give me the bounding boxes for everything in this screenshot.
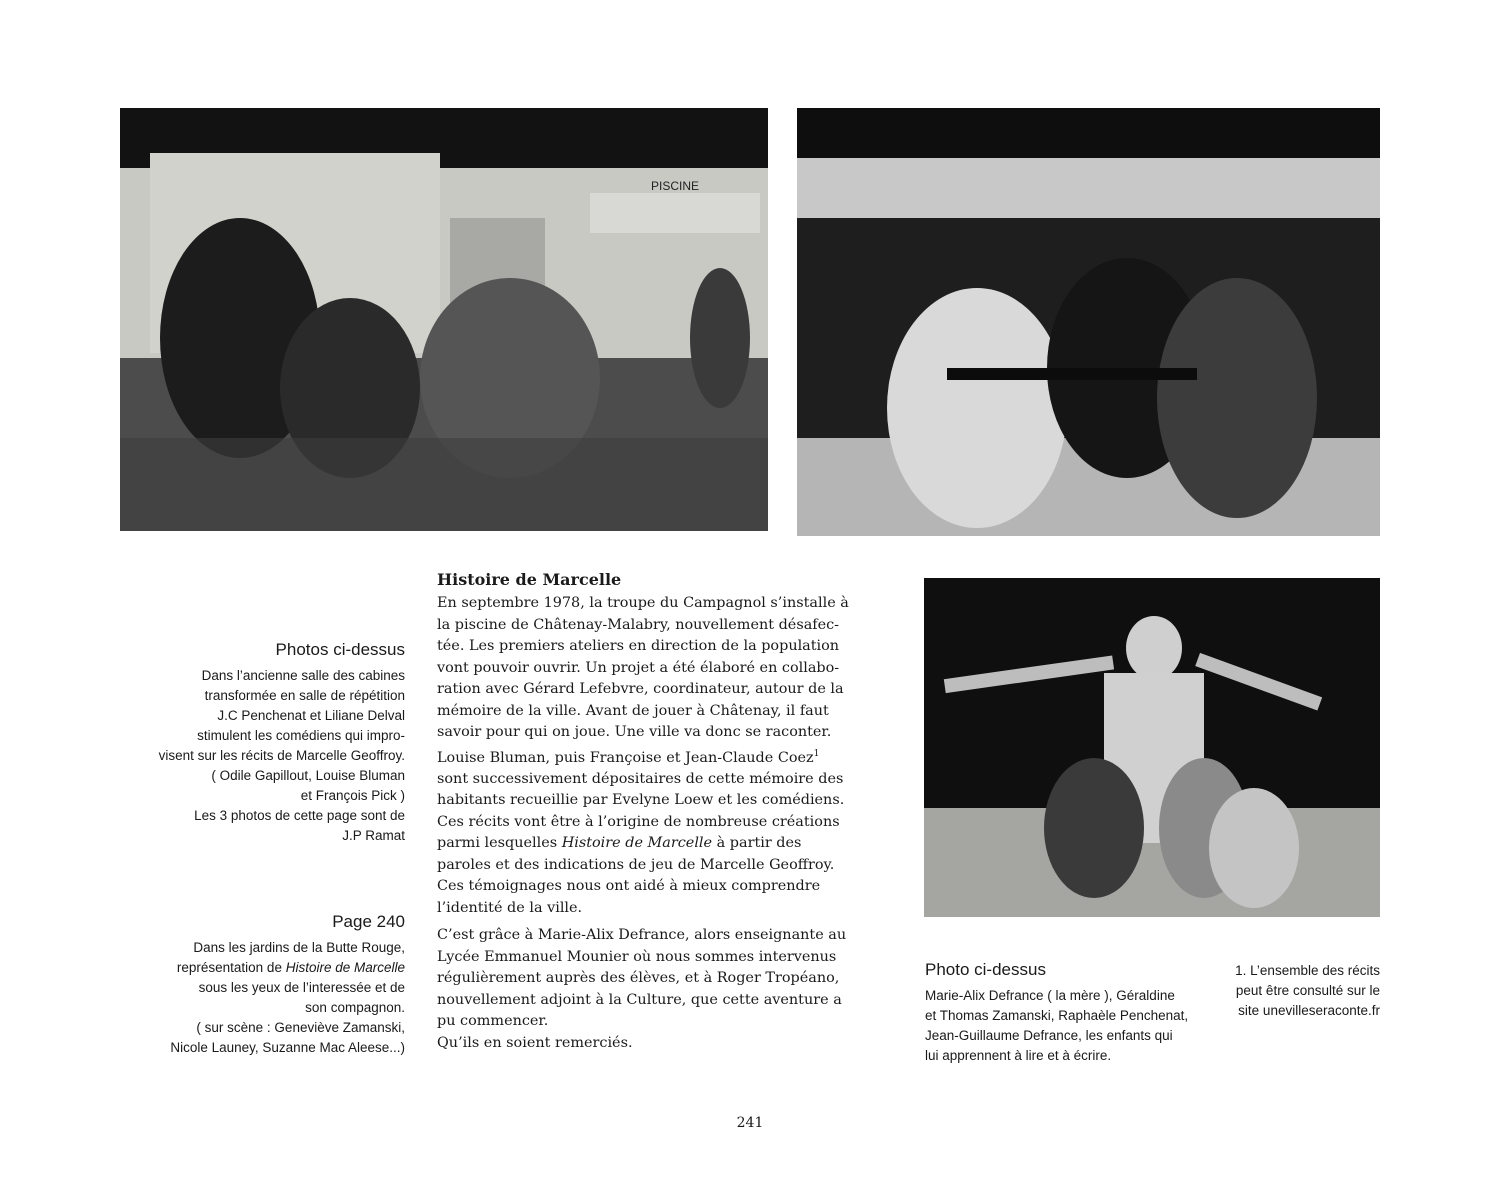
article xyxy=(437,570,897,1054)
article-paragraph-2 xyxy=(437,925,897,1054)
mother-children-photo xyxy=(924,578,1380,917)
caption-line: Les 3 photos de cette page sont de xyxy=(194,808,405,823)
text-line xyxy=(437,744,897,769)
text-line: En septembre 1978, la troupe du Campagnol s’installe à xyxy=(437,595,849,611)
article-paragraph-1 xyxy=(437,593,897,919)
text-line: la piscine de Châtenay-Malabry, nouvellement désafec- xyxy=(437,616,840,633)
page240-caption xyxy=(145,912,405,1058)
text-line: Ces récits vont être à l’origine de nombreuse créations xyxy=(437,813,840,830)
caption-line: ( sur scène : Geneviève Zamanski, xyxy=(196,1020,405,1035)
caption-line: Jean-Guillaume Defrance, les enfants qui xyxy=(925,1028,1173,1043)
caption-line: ( Odile Gapillout, Louise Bluman xyxy=(211,768,405,783)
page-number: 241 xyxy=(736,1115,764,1131)
article-title: Histoire de Marcelle xyxy=(437,570,622,589)
cafe-scene-photo xyxy=(797,108,1380,536)
caption-line xyxy=(145,958,405,978)
caption-title: Photos ci-dessus xyxy=(275,640,405,659)
text-line: nouvellement adjoint à la Culture, que cette aventure a xyxy=(437,991,842,1008)
caption-title: Photo ci-dessus xyxy=(925,960,1046,979)
caption-line: Nicole Launey, Suzanne Mac Aleese...) xyxy=(170,1040,405,1055)
text-line: l’identité de la ville. xyxy=(437,899,583,916)
footnote-body xyxy=(1230,961,1380,1021)
photo-caption-right xyxy=(925,960,1189,1066)
caption-line: sous les yeux de l’interessée et de xyxy=(198,980,405,995)
footnote-mark: 1 xyxy=(813,748,820,759)
text-line: paroles et des indications de jeu de Marcelle Geoffroy. xyxy=(437,856,835,873)
piscine-sign: PISCINE xyxy=(650,179,700,193)
footnote-line: peut être consulté sur le xyxy=(1235,983,1380,998)
caption-line: visent sur les récits de Marcelle Geoffroy. xyxy=(158,748,405,763)
caption-body xyxy=(925,986,1189,1066)
caption-line: Dans les jardins de la Butte Rouge, xyxy=(193,940,405,955)
caption-body xyxy=(145,938,405,1058)
text-line: savoir pour qui on joue. Une ville va donc se raconter. xyxy=(437,724,832,740)
text-line: tée. Les premiers ateliers en direction de la population xyxy=(437,638,840,654)
caption-line: et Thomas Zamanski, Raphaèle Penchenat, xyxy=(925,1008,1189,1023)
play-title: Histoire de Marcelle xyxy=(561,835,713,852)
text-line: habitants recueillie par Evelyne Loew et les comédiens. xyxy=(437,792,845,809)
text-line: Ces témoignages nous ont aidé à mieux comprendre xyxy=(437,878,821,895)
footnote xyxy=(1230,961,1380,1021)
text-line: Qu’ils en soient remerciés. xyxy=(437,1034,633,1051)
text-line: sont successivement dépositaires de cette mémoire des xyxy=(437,770,844,787)
text-line: C’est grâce à Marie-Alix Defrance, alors enseignante au xyxy=(437,927,847,944)
caption-line: J.C Penchenat et Liliane Delval xyxy=(217,708,405,723)
caption-text: représentation de xyxy=(176,960,286,975)
text-line: vont pouvoir ouvrir. Un projet a été élaboré en collabo- xyxy=(437,659,840,676)
rehearsal-photo xyxy=(120,108,768,531)
text-line: ration avec Gérard Lefebvre, coordinateur, autour de la xyxy=(437,681,844,697)
text-span: à partir des xyxy=(712,835,802,852)
caption-line: et François Pick ) xyxy=(300,788,405,803)
caption-title: Page 240 xyxy=(332,912,405,931)
text-line: mémoire de la ville. Avant de jouer à Châtenay, il faut xyxy=(437,702,829,719)
play-title: Histoire de Marcelle xyxy=(285,960,405,975)
text-span: parmi lesquelles xyxy=(437,835,562,852)
text-span: Louise Bluman, puis Françoise et Jean-Claude Coez xyxy=(437,749,814,766)
caption-line: transformée en salle de répétition xyxy=(204,688,405,703)
caption-line: J.P Ramat xyxy=(342,828,405,843)
caption-line: stimulent les comédiens qui impro- xyxy=(197,728,405,743)
text-line: régulièrement auprès des élèves, et à Roger Tropéano, xyxy=(437,970,840,987)
footnote-line: 1. L’ensemble des récits xyxy=(1235,963,1380,978)
photos-caption xyxy=(145,640,405,846)
footnote-line: site unevilleseraconte.fr xyxy=(1238,1003,1380,1018)
caption-line: Marie-Alix Defrance ( la mère ), Géraldine xyxy=(925,988,1175,1003)
text-line: Lycée Emmanuel Mounier où nous sommes intervenus xyxy=(437,948,837,965)
text-line: pu commencer. xyxy=(437,1013,549,1030)
text-line xyxy=(437,833,897,855)
caption-line: son compagnon. xyxy=(305,1000,405,1015)
caption-body xyxy=(145,666,405,846)
caption-line: lui apprennent à lire et à écrire. xyxy=(925,1048,1112,1063)
caption-line: Dans l’ancienne salle des cabines xyxy=(201,668,405,683)
